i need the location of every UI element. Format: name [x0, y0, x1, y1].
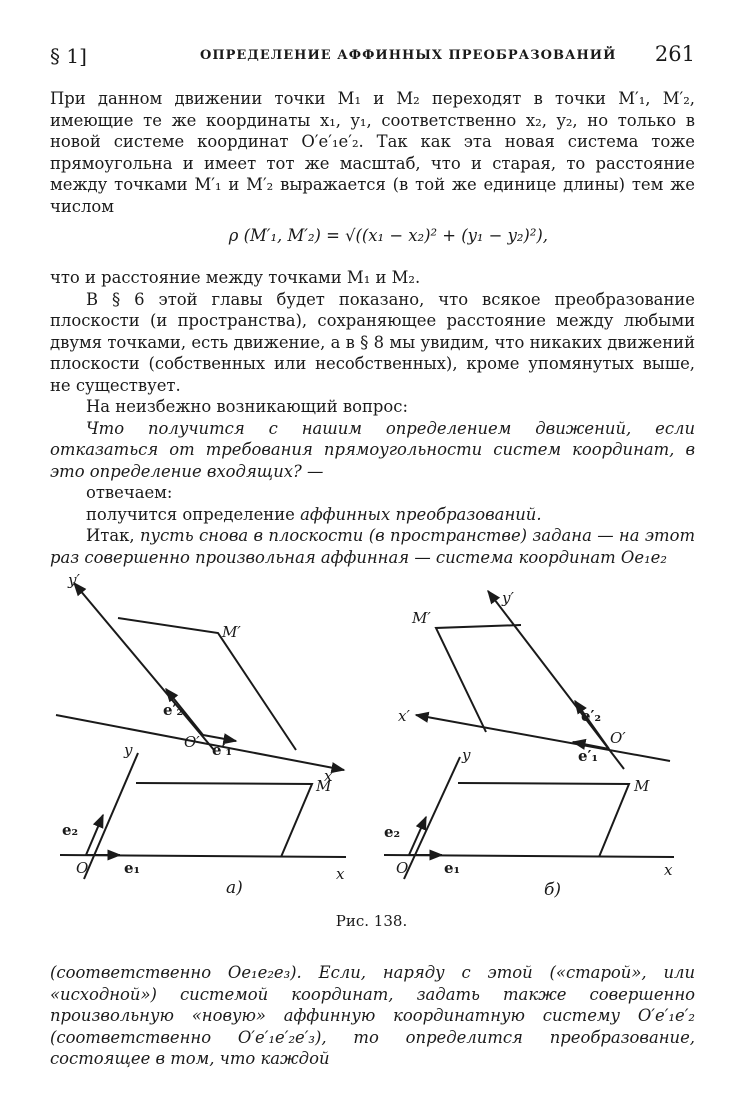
answer-italic: аффинных преобразований. — [300, 504, 542, 524]
label-panel-b: б) — [544, 880, 562, 900]
label-x-prime-b: x′ — [398, 707, 410, 725]
label-O-prime-b: O′ — [610, 729, 626, 747]
paragraph-4: На неизбежно возникающий вопрос: — [86, 397, 408, 416]
label-x-prime-a: x′ — [324, 767, 336, 785]
panel-b — [384, 591, 674, 879]
question-text: Что получится с нашим определением движений, если отказаться от требования прямоугольности систем координат, в это определение входящих? — — [50, 418, 695, 481]
running-title: ОПРЕДЕЛЕНИЕ АФФИННЫХ ПРЕОБРАЗОВАНИЙ — [200, 48, 617, 63]
label-M-b: M — [634, 777, 650, 795]
paragraph-1: При данном движении точки M₁ и M₂ переходят в точки M′₁, M′₂, имеющие те же координаты x₁, y₁, соответственно x₂, y₂, но только в новой системе координат O′e′₁e′₂. Так как эта новая система тоже прямоугольна и имеет тот же масштаб, что и старая, то расстояние между точками M′₁ и M′₂ выражается (в той же единице длины) тем же числом — [50, 89, 695, 216]
page-number: 261 — [654, 42, 695, 66]
label-e2-prime-a: e′₂ — [163, 701, 184, 719]
x-prime-axis-b — [416, 715, 670, 761]
label-e2-a: e₂ — [62, 821, 79, 839]
label-O-prime-a: O′ — [184, 733, 200, 751]
label-e1-prime-b: e′₁ — [578, 747, 599, 765]
label-e2-prime-b: e′₂ — [581, 707, 602, 725]
parallelogram-prime-b — [436, 625, 521, 732]
para5-italic: пусть снова в плоскости (в пространстве) задана — на этот раз совершенно произвольная аффинная — система координат Oe₁e₂ — [50, 526, 695, 567]
label-y-a: y — [124, 741, 133, 759]
label-panel-a: а) — [226, 878, 243, 898]
label-x-b: x — [664, 861, 673, 879]
figure-caption: Рис. 138. — [335, 912, 408, 930]
answer-line — [50, 504, 695, 526]
e2-vector-a — [86, 815, 103, 855]
label-y-prime-b: y′ — [502, 589, 514, 607]
parallelogram-prime-a — [118, 618, 296, 750]
label-M-a: M — [316, 777, 332, 795]
text-block-middle — [50, 267, 695, 568]
y-prime-axis-a — [74, 583, 214, 750]
label-M-prime-a: M′ — [222, 623, 241, 641]
section-mark: § 1] — [50, 44, 87, 68]
running-header — [50, 38, 695, 72]
label-e1-a: e₁ — [124, 859, 141, 877]
paragraph-3: В § 6 этой главы будет показано, что всякое преобразование плоскости (и пространства), сохраняющее расстояние между любыми двумя точками, есть движение, а в § 8 мы увидим, что никаких движений плоскости (собственных или несобственных), кроме упомянутых выше, не существует. — [50, 289, 695, 395]
paragraph-2: что и расстояние между точками M₁ и M₂. — [50, 268, 421, 287]
figure-138 — [46, 565, 696, 910]
label-O-a: O — [76, 859, 89, 877]
parallelogram-b — [458, 783, 629, 857]
answer-intro: отвечаем: — [86, 483, 173, 502]
panel-b-labels — [384, 589, 673, 900]
label-x-a: x — [336, 865, 345, 883]
label-y-prime-a: y′ — [68, 571, 80, 589]
label-e1-prime-a: e′₁ — [212, 741, 233, 759]
answer-plain: получится определение — [86, 504, 301, 524]
paragraph-5 — [50, 525, 695, 568]
x-prime-axis-a — [56, 715, 344, 770]
label-y-b: y — [462, 746, 471, 764]
para5-start: Итак, — [86, 526, 140, 545]
text-block-top — [50, 88, 695, 253]
label-O-b: O — [396, 859, 409, 877]
distance-formula: ρ (M′₁, M′₂) = √((x₁ − x₂)² + (y₁ − y₂)²), — [228, 226, 548, 245]
label-e1-b: e₁ — [444, 859, 461, 877]
parallelogram-a — [136, 783, 312, 857]
label-M-prime-b: M′ — [412, 609, 431, 627]
text-block-bottom: (соответственно Oe₁e₂e₃). Если, наряду с этой («старой», или «исходной») системой координат, задать также совершенно произвольную «новую» аффинную координатную систему O′e′₁e′₂ (соответственно O′e′₁e′₂e′₃), то определится преобразование, состоящее в том, что каждой — [50, 963, 695, 1068]
label-e2-b: e₂ — [384, 823, 401, 841]
panel-a — [56, 583, 346, 879]
